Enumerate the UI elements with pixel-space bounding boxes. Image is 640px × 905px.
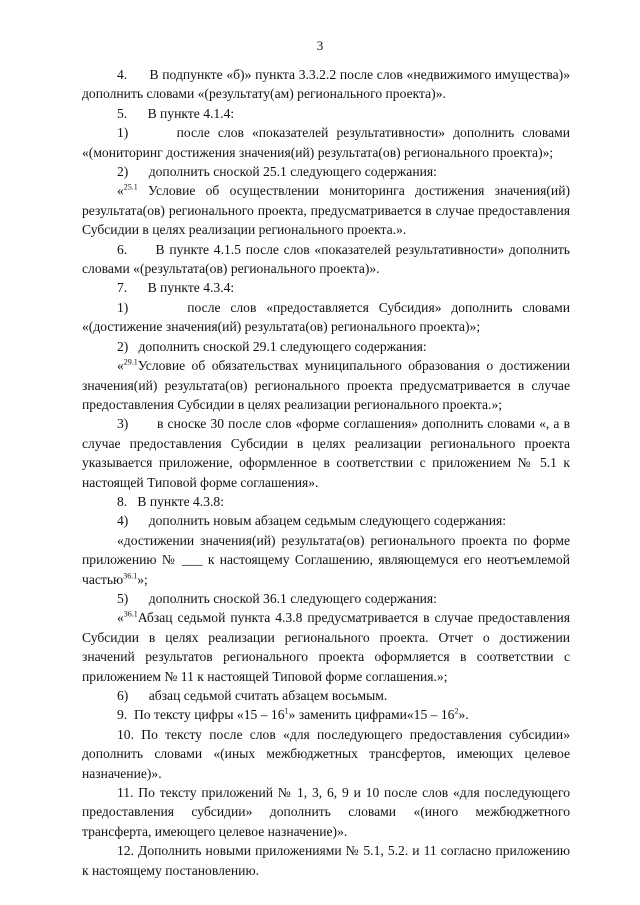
paragraph-text: 5. В пункте 4.1.4: bbox=[117, 105, 235, 121]
paragraph-text: Условие об осуществлении мониторинга достижения значения(ий) результата(ов) регионального проекта, предусматривается в случае предоставления Субсидии в целях реализации регионального проекта.». bbox=[82, 183, 570, 238]
paragraph-text: 2) дополнить сноской 29.1 следующего содержания: bbox=[117, 338, 427, 354]
paragraph bbox=[82, 278, 570, 297]
paragraph-text: 8. В пункте 4.3.8: bbox=[117, 493, 224, 509]
paragraph-text: 3) в сноске 30 после слов «форме соглашения» дополнить словами «, а в случае предоставления Субсидии в целях реализации регионального проекта указывается приложение, оформленное в соответствии с приложением № 5.1 к настоящей Типовой форме соглашения». bbox=[82, 416, 570, 490]
paragraph-text: Условие об обязательствах муниципального образования о достижении значения(ий) результата(ов) регионального проекта предусматривается в случае предоставления Субсидии в целях реализации регионального проекта.»; bbox=[82, 358, 570, 412]
paragraph bbox=[82, 356, 570, 414]
paragraph bbox=[82, 725, 570, 783]
paragraph-text: » заменить цифрами«15 – 16 bbox=[288, 707, 455, 723]
paragraph-text: 4) дополнить новым абзацем седьмым следующего содержания: bbox=[117, 513, 507, 529]
paragraph-text: 5) дополнить сноской 36.1 следующего содержания: bbox=[117, 590, 437, 606]
paragraph bbox=[82, 492, 570, 511]
footnote-mark: 25.1 bbox=[123, 182, 138, 192]
paragraph-text: 1) после слов «показателей результативности» дополнить словами «(мониторинг достижения значения(ий) результата(ов) регионального проекта)»; bbox=[82, 125, 570, 160]
paragraph bbox=[82, 841, 570, 880]
paragraph bbox=[82, 181, 570, 239]
footnote-mark: 36.1 bbox=[123, 571, 138, 581]
paragraph bbox=[82, 608, 570, 686]
paragraph-text: 11. По тексту приложений № 1, 3, 6, 9 и 10 после слов «для последующего предоставления субсидии» дополнить словами «(иного межбюджетного трансферта, имеющего целевое назначение)». bbox=[82, 785, 570, 839]
paragraph-text: 7. В пункте 4.3.4: bbox=[117, 280, 235, 296]
paragraph-text: 4. В подпункте «б)» пункта 3.3.2.2 после слов «недвижимого имущества)» дополнить словами «(результату(ам) регионального проекта)». bbox=[82, 67, 570, 102]
paragraph bbox=[82, 414, 570, 492]
paragraph-text: Абзац седьмой пункта 4.3.8 предусматривается в случае предоставления Субсидии в целях реализации регионального проекта. Отчет о достижении значений результатов регионального проекта оформляется в соответствии с приложением № 11 к настоящей Типовой форме соглашения.»; bbox=[82, 610, 570, 684]
paragraph-text: « bbox=[117, 358, 124, 374]
paragraph-text: ». bbox=[458, 707, 469, 723]
paragraph-text: 9. По тексту цифры «15 – 16 bbox=[117, 707, 285, 723]
paragraph bbox=[82, 65, 570, 104]
paragraph bbox=[82, 783, 570, 841]
paragraph bbox=[82, 123, 570, 162]
footnote-mark: 1 bbox=[284, 706, 289, 716]
footnote-mark: 36.1 bbox=[123, 609, 138, 619]
document-body bbox=[82, 65, 570, 880]
paragraph bbox=[82, 531, 570, 589]
paragraph bbox=[82, 104, 570, 123]
paragraph bbox=[82, 705, 570, 724]
paragraph-text: 12. Дополнить новыми приложениями № 5.1, 5.2. и 11 согласно приложению к настоящему постановлению. bbox=[82, 843, 570, 878]
paragraph-text: « bbox=[117, 610, 124, 626]
footnote-mark: 2 bbox=[454, 706, 459, 716]
paragraph-text: « bbox=[117, 183, 124, 199]
paragraph bbox=[82, 589, 570, 608]
paragraph-text: «достижении значения(ий) результата(ов) регионального проекта по форме приложению № ___ к настоящему Соглашению, являющемуся его неотъемлемой частью bbox=[82, 532, 570, 587]
paragraph-text: 6. В пункте 4.1.5 после слов «показателей результативности» дополнить словами «(результата(ов) регионального проекта)». bbox=[82, 241, 570, 277]
paragraph-text: 1) после слов «предоставляется Субсидия» дополнить словами «(достижение значения(ий) результата(ов) регионального проекта)»; bbox=[82, 299, 570, 335]
paragraph bbox=[82, 240, 570, 279]
paragraph-text: 10. По тексту после слов «для последующего предоставления субсидии» дополнить словами «(иных межбюджетных трансфертов, имеющих целевое назначение)». bbox=[82, 726, 570, 781]
paragraph-text: »; bbox=[137, 571, 148, 587]
paragraph bbox=[82, 162, 570, 181]
footnote-mark: 29.1 bbox=[123, 357, 138, 367]
paragraph bbox=[82, 511, 570, 530]
paragraph bbox=[82, 686, 570, 705]
page-number: 3 bbox=[316, 38, 324, 53]
paragraph bbox=[82, 298, 570, 337]
paragraph-text: 2) дополнить сноской 25.1 следующего содержания: bbox=[117, 164, 437, 180]
paragraph-text: 6) абзац седьмой считать абзацем восьмым. bbox=[117, 688, 388, 703]
paragraph bbox=[82, 337, 570, 356]
